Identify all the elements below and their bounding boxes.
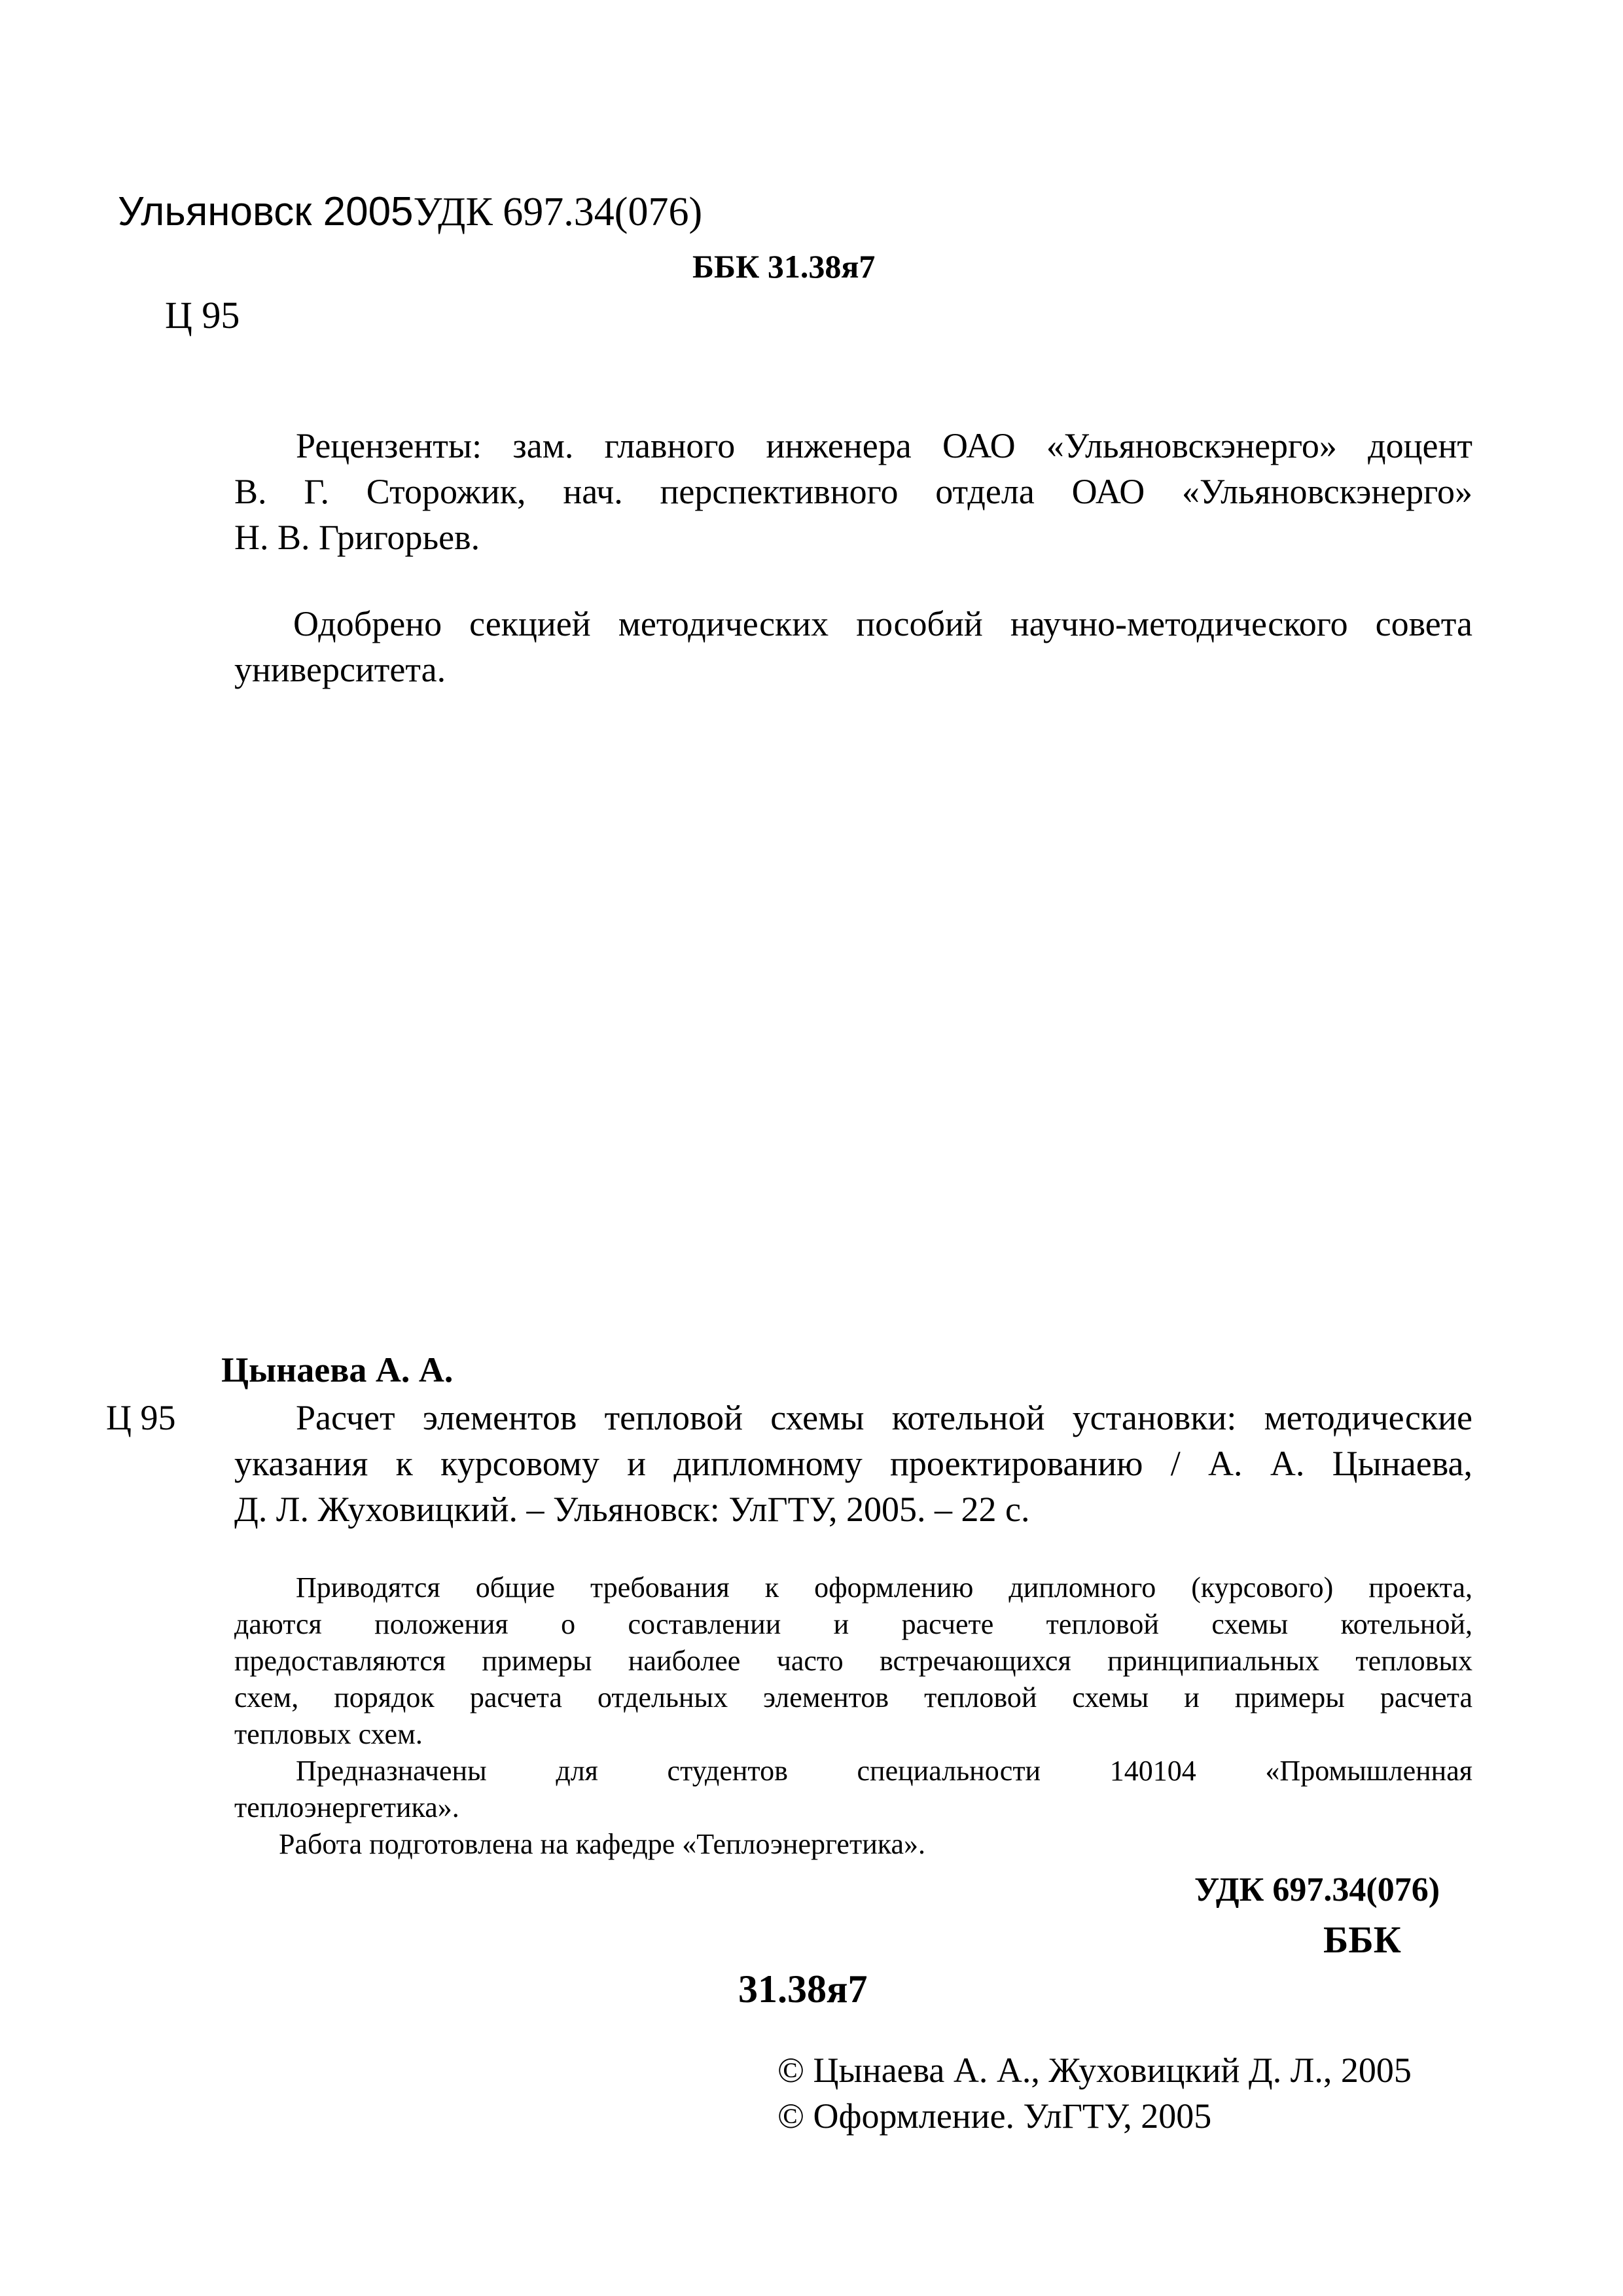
catalog-author: Цынаева А. А. [221, 1350, 454, 1390]
city-year: Ульяновск 2005 [118, 189, 414, 234]
catalog-title-line-2: указания к курсовому и дипломному проектированию / А. А. Цынаева, [234, 1444, 1472, 1483]
udk-header: УДК 697.34(076) [413, 190, 703, 234]
reviewers-line-2: В. Г. Сторожик, нач. перспективного отдела ОАО «Ульяновскэнерго» [234, 472, 1472, 511]
annotation-p3-line-1: Работа подготовлена на кафедре «Теплоэнергетика». [279, 1828, 925, 1860]
annotation-p1-line-4: схем, порядок расчета отдельных элементов тепловой схемы и примеры расчета [234, 1681, 1472, 1713]
approval-line-2: университета. [234, 650, 446, 689]
annotation-p1-line-2: даются положения о составлении и расчете тепловой схемы котельной, [234, 1608, 1472, 1640]
index-header: Ц 95 [165, 294, 240, 336]
reviewers-line-3: Н. В. Григорьев. [234, 518, 480, 557]
annotation-p1-line-5: тепловых схем. [234, 1718, 423, 1750]
approval-line-1: Одобрено секцией методических пособий научно-методического совета [293, 604, 1472, 643]
annotation-p1-line-3: предоставляются примеры наиболее часто встречающихся принципиальных тепловых [234, 1645, 1472, 1677]
catalog-title-line-3: Д. Л. Жуховицкий. – Ульяновск: УлГТУ, 2005. – 22 с. [234, 1490, 1030, 1529]
bbk-code-footer: 31.38я7 [738, 1967, 868, 2011]
reviewers-line-1: Рецензенты: зам. главного инженера ОАО «Ульяновскэнерго» доцент [296, 426, 1472, 465]
catalog-title-line-1: Расчет элементов тепловой схемы котельной установки: методические [296, 1398, 1472, 1437]
copyright-design: © Оформление. УлГТУ, 2005 [777, 2096, 1212, 2136]
udk-footer: УДК 697.34(076) [1194, 1871, 1440, 1909]
bbk-header: ББК 31.38я7 [692, 248, 876, 285]
catalog-index: Ц 95 [106, 1398, 176, 1437]
header-line [118, 188, 702, 236]
bbk-footer: ББК [1323, 1918, 1401, 1961]
annotation-p2-line-2: теплоэнергетика». [234, 1791, 459, 1823]
annotation-p2-line-1: Предназначены для студентов специальности 140104 «Промышленная [296, 1755, 1472, 1787]
copyright-authors: © Цынаева А. А., Жуховицкий Д. Л., 2005 [777, 2051, 1412, 2090]
annotation-p1-line-1: Приводятся общие требования к оформлению дипломного (курсового) проекта, [296, 1571, 1472, 1604]
